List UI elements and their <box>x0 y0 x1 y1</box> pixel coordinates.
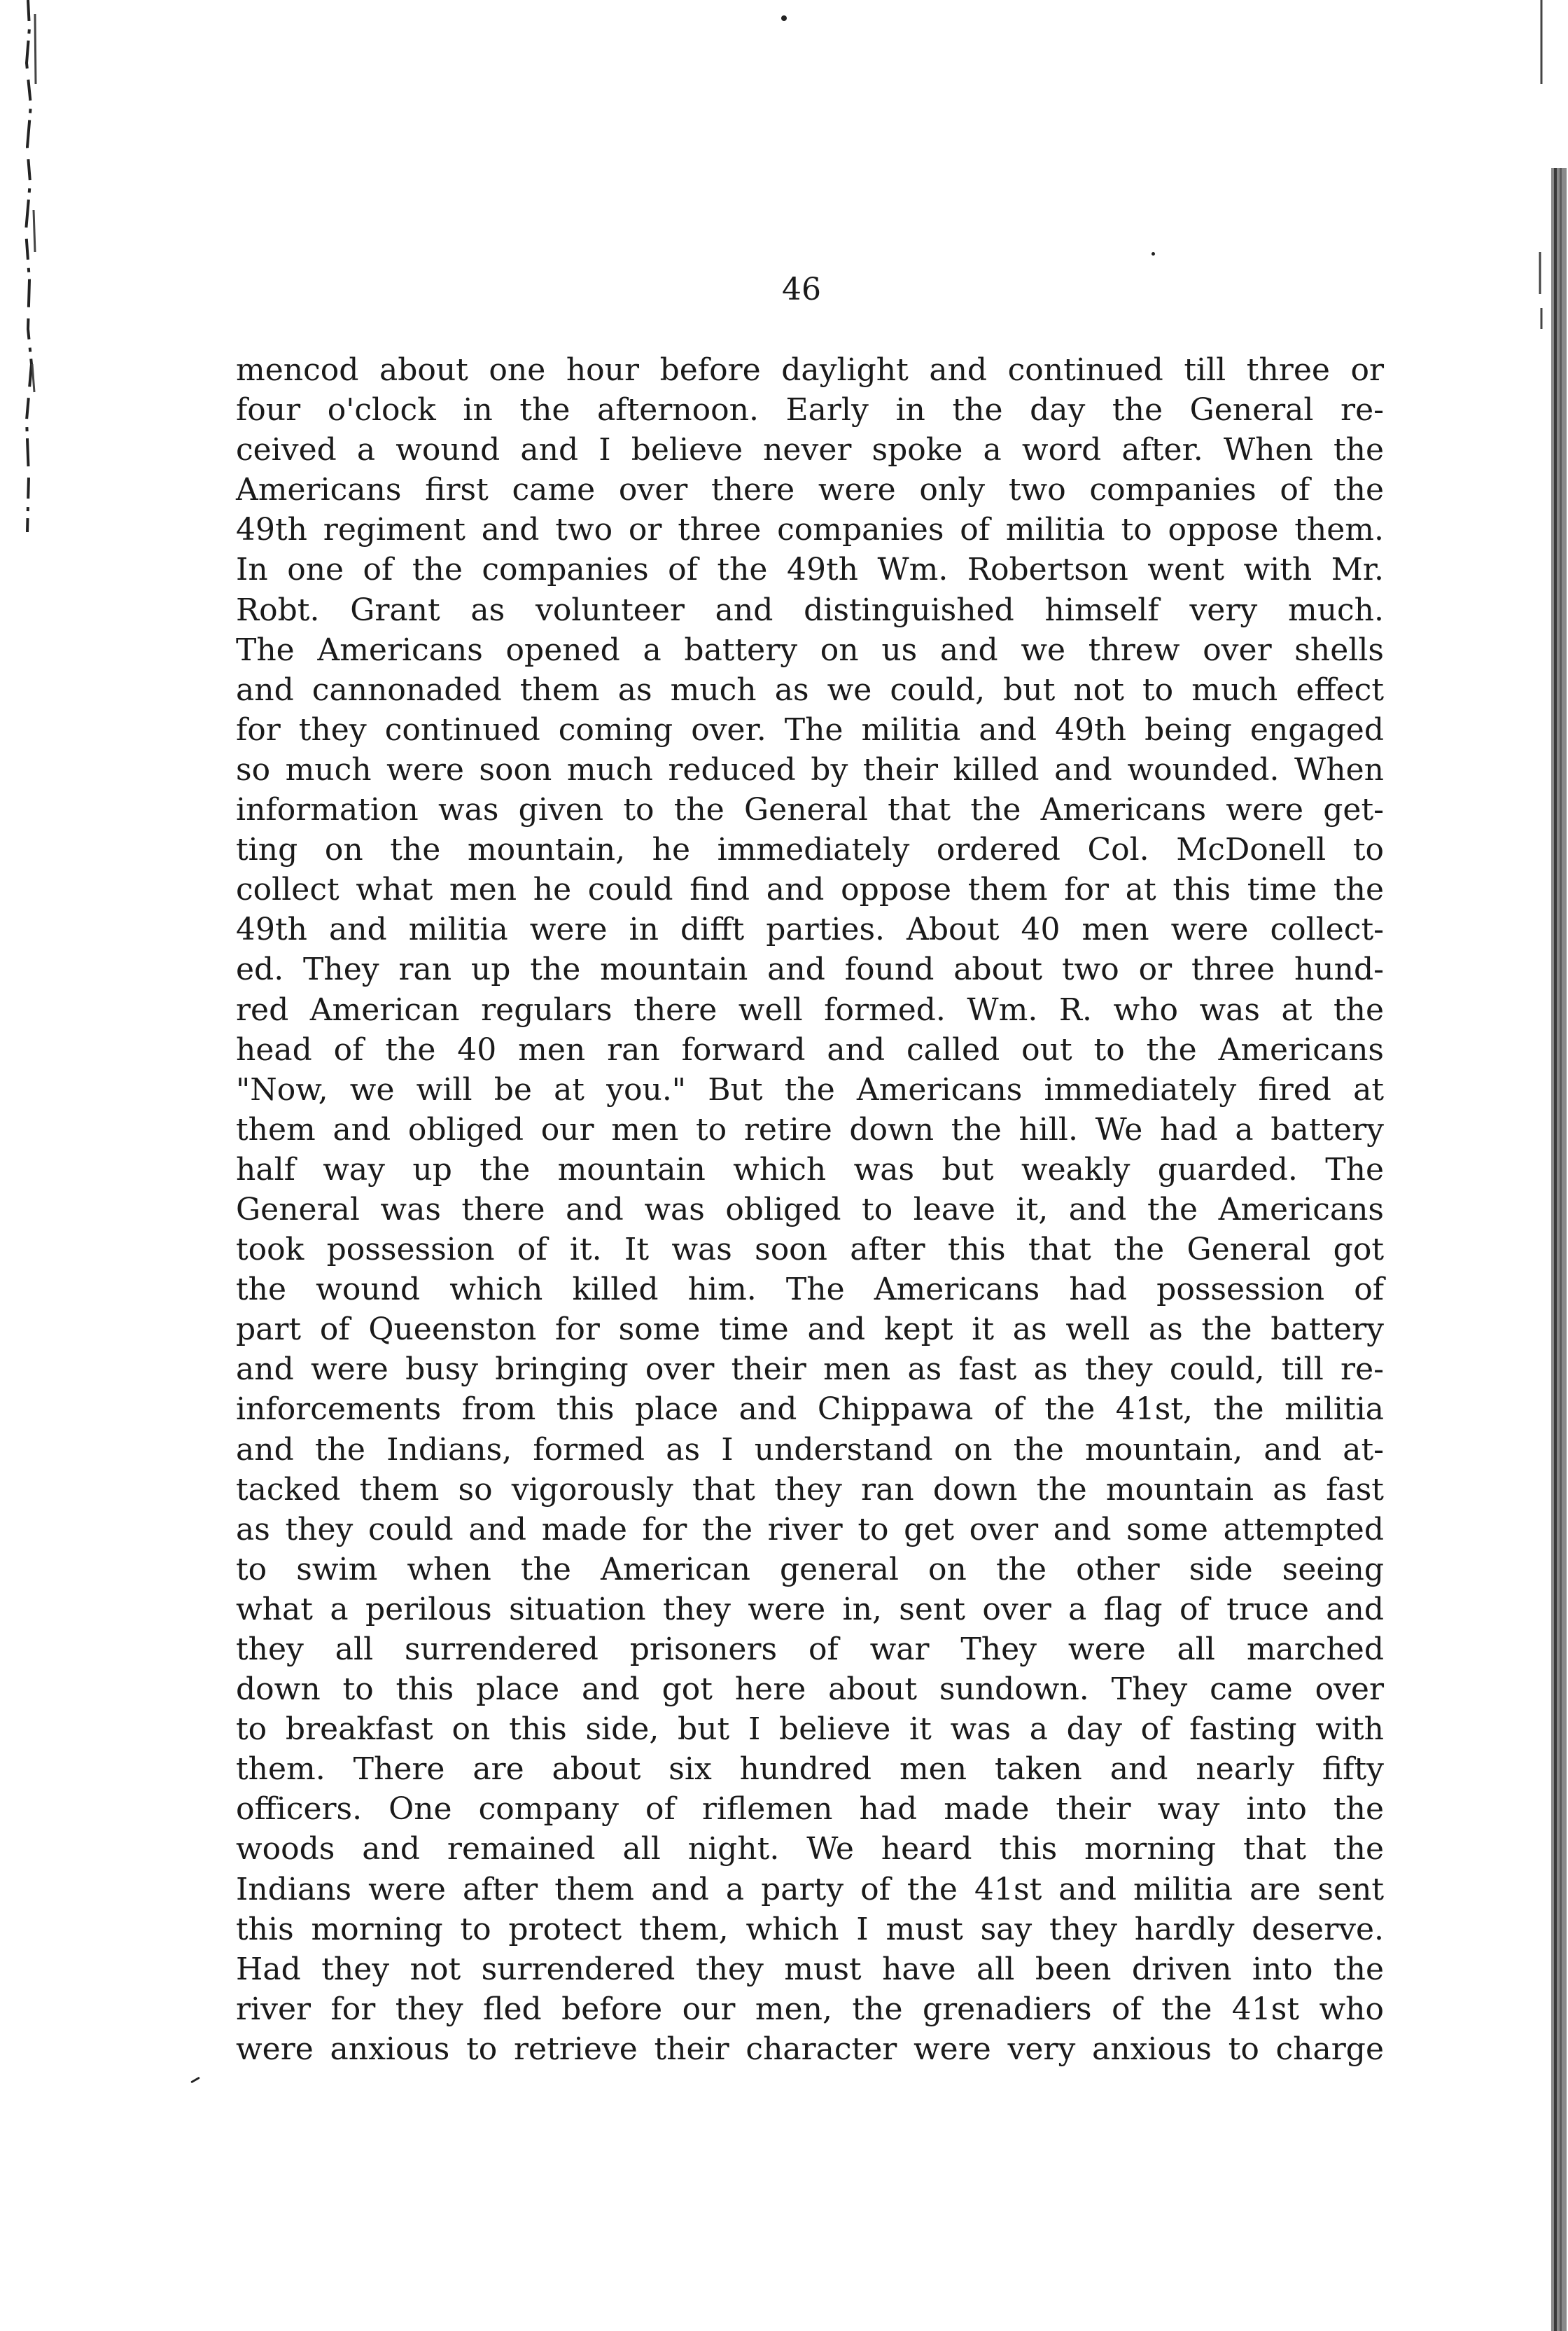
text-line: 49th regiment and two or three companies of militia to oppose them. <box>236 512 1384 548</box>
text-line: took possession of it. It was soon after this that the General got <box>236 1232 1384 1268</box>
text-line: General was there and was obliged to leave it, and the Americans <box>236 1191 1384 1227</box>
ink-speck <box>781 15 787 21</box>
text-line: information was given to the General that the Americans were get- <box>236 792 1384 828</box>
ink-speck <box>190 2077 200 2084</box>
text-line: red American regulars there well formed. Wm. R. who was at the <box>236 991 1384 1028</box>
text-line: they all surrendered prisoners of war They were all marched <box>236 1631 1384 1667</box>
text-line: down to this place and got here about sundown. They came over <box>236 1671 1384 1708</box>
text-line: were anxious to retrieve their character were very anxious to charge <box>236 2031 1384 2067</box>
text-line: and cannonaded them as much as we could, but not to much effect <box>236 672 1384 708</box>
text-line: the wound which killed him. The Americans had possession of <box>236 1272 1384 1308</box>
text-line: collect what men he could find and oppose them for at this time the <box>236 872 1384 908</box>
page-number: 46 <box>782 272 821 307</box>
text-line: part of Queenston for some time and kept it as well as the battery <box>236 1311 1384 1348</box>
text-line: woods and remained all night. We heard this morning that the <box>236 1831 1384 1867</box>
text-line: Had they not surrendered they must have all been driven into the <box>236 1951 1384 1987</box>
text-line: ceived a wound and I believe never spoke a word after. When the <box>236 432 1384 468</box>
text-line: ting on the mountain, he immediately ordered Col. McDonell to <box>236 832 1384 868</box>
text-line: them and obliged our men to retire down the hill. We had a battery <box>236 1111 1384 1148</box>
text-line: In one of the companies of the 49th Wm. Robertson went with Mr. <box>236 552 1384 588</box>
text-line: for they continued coming over. The militia and 49th being engaged <box>236 711 1384 748</box>
text-line: Americans first came over there were only two companies of the <box>236 472 1384 508</box>
text-line: so much were soon much reduced by their killed and wounded. When <box>236 751 1384 788</box>
body-text <box>236 350 1384 2069</box>
text-line: four o'clock in the afternoon. Early in the day the General re- <box>236 392 1384 429</box>
text-line: and the Indians, formed as I understand on the mountain, and at- <box>236 1431 1384 1468</box>
text-line: half way up the mountain which was but weakly guarded. The <box>236 1151 1384 1188</box>
text-line: ed. They ran up the mountain and found about two or three hund- <box>236 952 1384 988</box>
text-line: river for they fled before our men, the grenadiers of the 41st who <box>236 1991 1384 2027</box>
text-line: mencod about one hour before daylight and continued till three or <box>236 352 1384 388</box>
text-line: to breakfast on this side, but I believe it was a day of fasting with <box>236 1711 1384 1748</box>
text-line: to swim when the American general on the other side seeing <box>236 1551 1384 1587</box>
right-binding-edge-artifact <box>1526 0 1568 2331</box>
left-binding-edge-artifact <box>14 0 43 532</box>
text-line: Indians were after them and a party of the 41st and militia are sent <box>236 1871 1384 1907</box>
text-line: what a perilous situation they were in, sent over a flag of truce and <box>236 1591 1384 1627</box>
text-line: them. There are about six hundred men taken and nearly fifty <box>236 1751 1384 1788</box>
text-line: tacked them so vigorously that they ran down the mountain as fast <box>236 1471 1384 1508</box>
text-line: "Now, we will be at you." But the Americans immediately fired at <box>236 1071 1384 1108</box>
text-line: this morning to protect them, which I must say they hardly deserve. <box>236 1911 1384 1947</box>
text-line: head of the 40 men ran forward and called out to the Americans <box>236 1031 1384 1068</box>
text-line: officers. One company of riflemen had made their way into the <box>236 1791 1384 1828</box>
ink-speck <box>1152 252 1155 256</box>
text-line: Robt. Grant as volunteer and distinguished himself very much. <box>236 592 1384 628</box>
text-line: as they could and made for the river to get over and some attempted <box>236 1511 1384 1547</box>
text-line: inforcements from this place and Chippawa of the 41st, the militia <box>236 1391 1384 1428</box>
text-line: 49th and militia were in difft parties. About 40 men were collect- <box>236 912 1384 948</box>
text-line: The Americans opened a battery on us and we threw over shells <box>236 632 1384 668</box>
text-line: and were busy bringing over their men as fast as they could, till re- <box>236 1351 1384 1388</box>
